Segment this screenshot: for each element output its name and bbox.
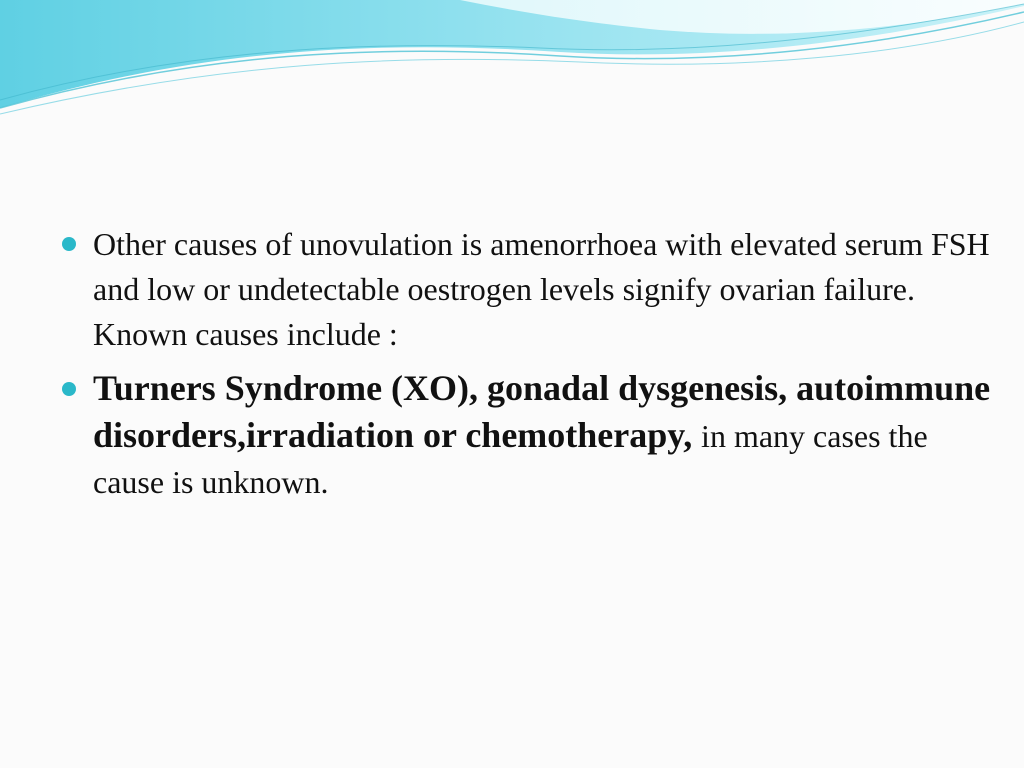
header-wave-decoration [0,0,1024,120]
bullet-2-normal-text: in many cases the cause is unknown. [93,418,928,500]
bullet-dot-icon [62,382,76,396]
bullet-item-1 [62,222,992,357]
bullet-item-2 [62,365,992,505]
bullet-1-text: Other causes of unovulation is amenorrhoea with elevated serum FSH and low or undetectable oestrogen levels signify ovarian failure. Known causes include : [93,226,990,352]
bullet-2-bold-text: Turners Syndrome (XO), gonadal dysgenesis, autoimmune disorders,irradiation or chemotherapy, [93,368,991,455]
content-area [62,222,992,505]
bullet-dot-icon [62,237,76,251]
